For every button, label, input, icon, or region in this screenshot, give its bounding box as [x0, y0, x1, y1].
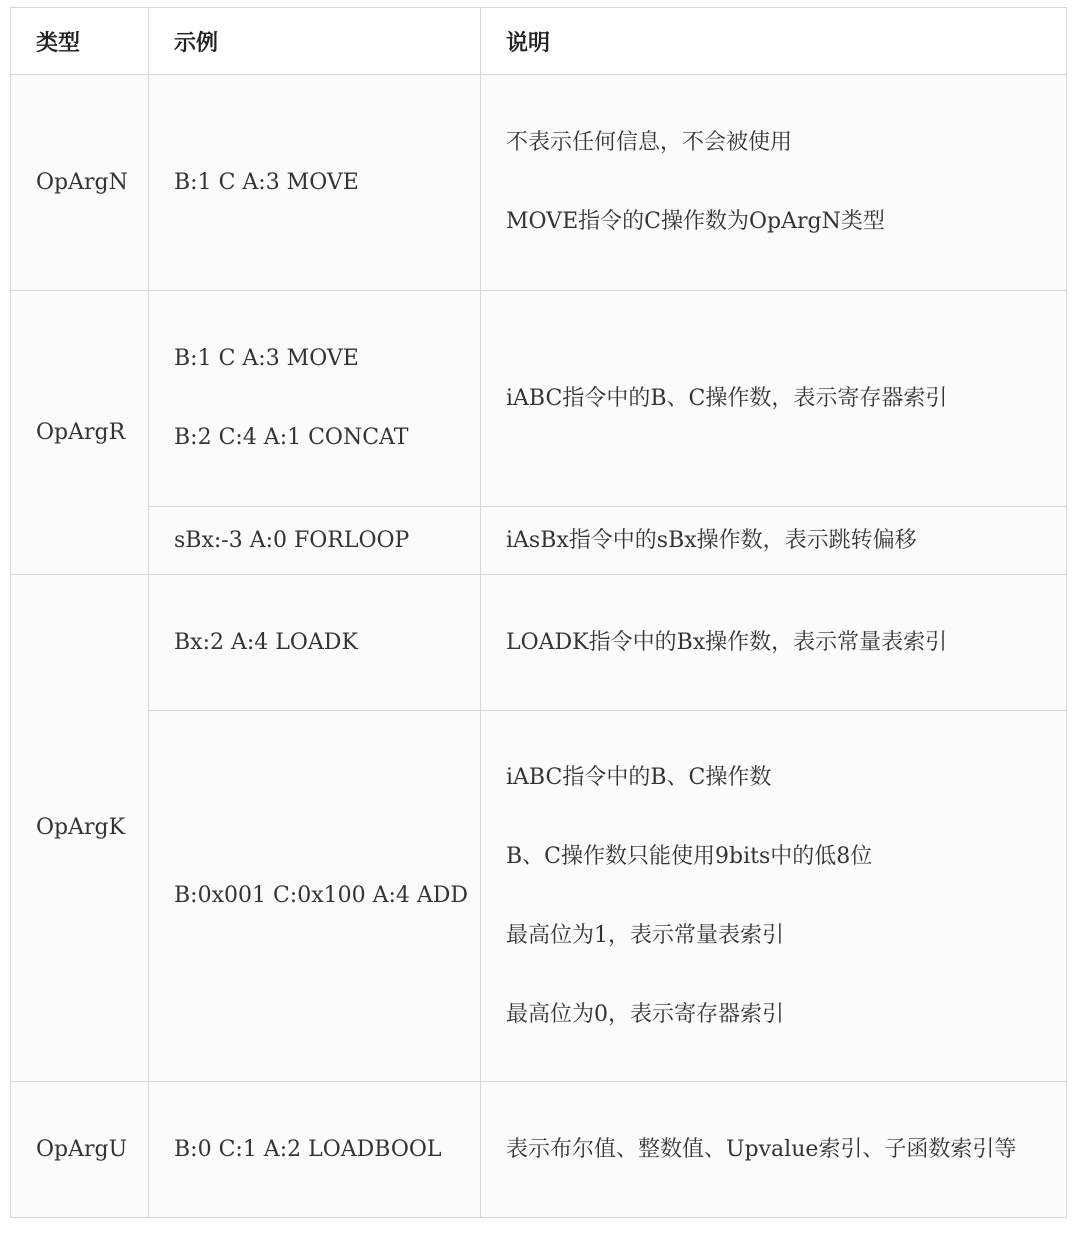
description-text: 不表示任何信息，不会被使用 — [506, 130, 793, 155]
table-row — [11, 575, 1067, 711]
operand-type-table — [10, 7, 1067, 1218]
type-cell — [11, 75, 149, 291]
table-row — [11, 75, 1067, 291]
description-text: B、C操作数只能使用9bits中的低8位 — [506, 843, 873, 869]
table-row — [11, 711, 1067, 1082]
description-cell — [481, 711, 1067, 1082]
type-label: OpArgU — [36, 1136, 128, 1162]
description-text: iABC指令中的B、C操作数 — [506, 764, 772, 790]
example-text: B:2 C:4 A:1 CONCAT — [174, 425, 409, 450]
example-cell — [149, 711, 481, 1082]
table-row — [11, 1082, 1067, 1218]
table-row — [11, 291, 1067, 507]
example-text: Bx:2 A:4 LOADK — [174, 629, 358, 655]
description-text: LOADK指令中的Bx操作数，表示常量表索引 — [506, 629, 948, 655]
description-text: iAsBx指令中的sBx操作数，表示跳转偏移 — [506, 527, 917, 553]
table-row — [11, 507, 1067, 575]
description-cell — [481, 507, 1067, 575]
example-text: B:1 C A:3 MOVE — [174, 169, 359, 195]
type-cell — [11, 1082, 149, 1218]
example-text: B:0 C:1 A:2 LOADBOOL — [174, 1136, 442, 1162]
example-cell — [149, 575, 481, 711]
type-cell — [11, 291, 149, 575]
description-cell — [481, 1082, 1067, 1218]
example-cell — [149, 1082, 481, 1218]
example-text: sBx:-3 A:0 FORLOOP — [174, 527, 410, 553]
example-cell — [149, 507, 481, 575]
example-cell — [149, 291, 481, 507]
header-type: 类型 — [11, 8, 149, 75]
description-text: 最高位为1，表示常量表索引 — [506, 922, 784, 948]
type-label: OpArgR — [36, 419, 126, 445]
example-cell — [149, 75, 481, 291]
type-label: OpArgK — [36, 815, 126, 840]
header-description: 说明 — [481, 8, 1067, 75]
description-cell — [481, 575, 1067, 711]
description-text: MOVE指令的C操作数为OpArgN类型 — [506, 209, 885, 234]
example-text: B:1 C A:3 MOVE — [174, 346, 359, 371]
description-cell — [481, 291, 1067, 507]
type-cell — [11, 575, 149, 1082]
table-header-row — [11, 8, 1067, 75]
header-example: 示例 — [149, 8, 481, 75]
type-label: OpArgN — [36, 169, 128, 195]
description-cell — [481, 75, 1067, 291]
description-text: iABC指令中的B、C操作数，表示寄存器索引 — [506, 385, 948, 411]
example-text: B:0x001 C:0x100 A:4 ADD — [174, 883, 469, 908]
description-text: 表示布尔值、整数值、Upvalue索引、子函数索引等 — [506, 1136, 1017, 1162]
description-text: 最高位为0，表示寄存器索引 — [506, 1001, 784, 1027]
